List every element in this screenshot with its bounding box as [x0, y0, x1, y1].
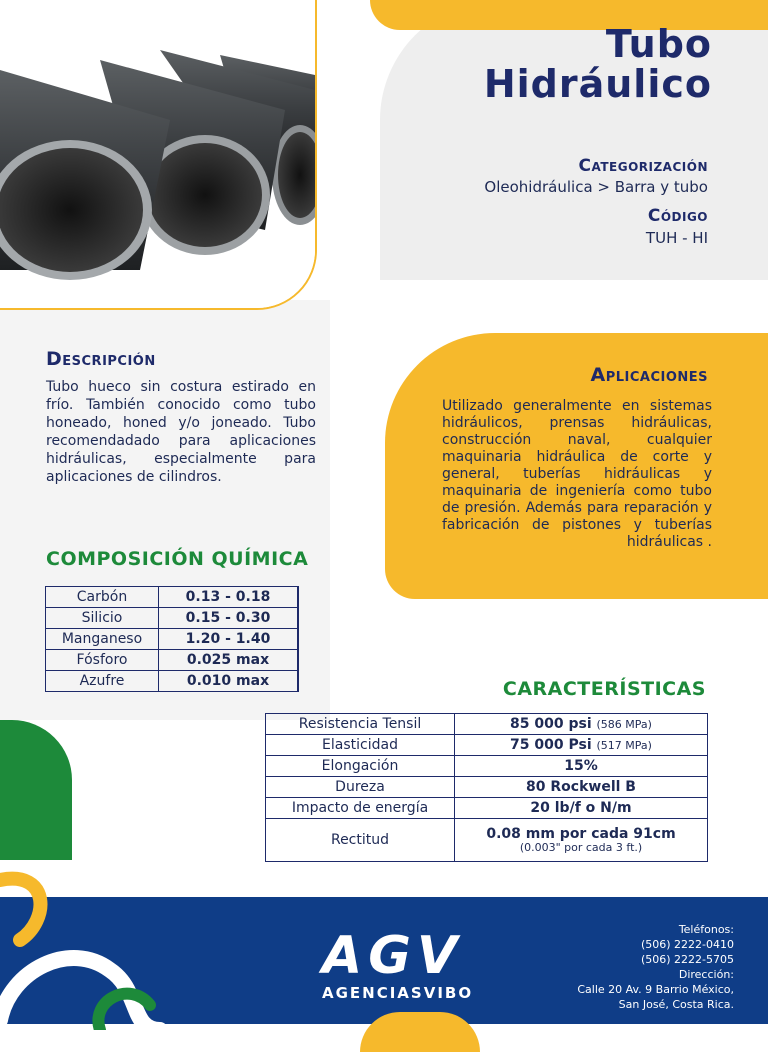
property-value-note: (586 MPa) [596, 718, 652, 731]
table-row [46, 650, 299, 671]
property-value [455, 714, 708, 735]
description-text: Tubo hueco sin costura estirado en frío. También conocido como tubo honeado, honed y/o joneado. Tubo recomendadado para aplicaciones hidráulicas, especialmente para aplicaciones de cilindros. [46, 379, 316, 485]
property-name: Rectitud [266, 819, 455, 862]
code-value: TUH - HI [645, 229, 708, 247]
element-name: Carbón [46, 587, 159, 608]
product-title-line2: Hidráulico [483, 62, 712, 106]
categorization-value: Oleohidráulica > Barra y tubo [484, 178, 708, 196]
property-value-main: 0.08 mm por cada 91cm [486, 826, 676, 842]
characteristics-heading: CARACTERÍSTICAS [502, 678, 706, 700]
property-value: 15% [455, 756, 708, 777]
property-name: Elasticidad [266, 735, 455, 756]
green-accent-shape [0, 720, 72, 860]
property-name: Elongación [266, 756, 455, 777]
table-row [46, 587, 299, 608]
table-row [266, 714, 708, 735]
property-name: Dureza [266, 777, 455, 798]
contact-info [577, 922, 734, 1012]
property-value-note: (517 MPa) [596, 739, 652, 752]
table-row [266, 819, 708, 862]
applications-text: Utilizado generalmente en sistemas hidráulicos, prensas hidráulicas, construcción naval, cualquier maquinaria hidráulica de corte y general, tuberías hidráulicas y maquinaria de ingeniería como tubo de presión. Además para reparación y fabricación de pistones y tuberías hidráulicas . [442, 398, 712, 550]
element-value: 1.20 - 1.40 [159, 629, 299, 650]
property-value: 80 Rockwell B [455, 777, 708, 798]
agv-logo [322, 926, 528, 1002]
applications-heading: Aplicaciones [590, 364, 708, 386]
phones-label: Teléfonos: [678, 923, 734, 936]
description-heading: Descripción [46, 348, 156, 370]
footer-yellow-accent [360, 1012, 480, 1052]
property-value-main: 85 000 psi [510, 716, 592, 732]
product-title-line1: Tubo [605, 22, 712, 66]
product-photo [0, 0, 317, 310]
property-value [455, 819, 708, 862]
element-name: Manganeso [46, 629, 159, 650]
swirl-decoration [0, 860, 180, 1030]
element-value: 0.025 max [159, 650, 299, 671]
categorization-heading: Categorización [578, 156, 708, 176]
logo-mark: AGV [322, 926, 464, 986]
element-value: 0.13 - 0.18 [159, 587, 299, 608]
element-name: Silicio [46, 608, 159, 629]
table-row [266, 798, 708, 819]
phone-number: (506) 2222-0410 [640, 938, 734, 951]
element-name: Fósforo [46, 650, 159, 671]
table-row [46, 671, 299, 692]
property-value-note: (0.003" por cada 3 ft.) [519, 841, 643, 854]
address-label: Dirección: [678, 968, 734, 981]
property-value: 20 lb/f o N/m [455, 798, 708, 819]
address-line: Calle 20 Av. 9 Barrio México, [577, 983, 734, 996]
table-row [266, 735, 708, 756]
tubes-illustration [0, 0, 315, 308]
property-value-main: 75 000 Psi [510, 737, 592, 753]
phone-number: (506) 2222-5705 [640, 953, 734, 966]
element-value: 0.010 max [159, 671, 299, 692]
table-row [266, 777, 708, 798]
element-name: Azufre [46, 671, 159, 692]
table-row [46, 629, 299, 650]
product-title [484, 24, 712, 104]
composition-heading: COMPOSICIÓN QUÍMICA [46, 548, 309, 570]
property-name: Impacto de energía [266, 798, 455, 819]
table-row [266, 756, 708, 777]
characteristics-table [265, 713, 708, 862]
property-name: Resistencia Tensil [266, 714, 455, 735]
element-value: 0.15 - 0.30 [159, 608, 299, 629]
table-row [46, 608, 299, 629]
logo-wordmark: AGENCIASVIBO [322, 984, 474, 1002]
code-heading: Código [647, 206, 708, 226]
property-value [455, 735, 708, 756]
address-line: San José, Costa Rica. [618, 998, 734, 1011]
composition-table [45, 586, 299, 692]
